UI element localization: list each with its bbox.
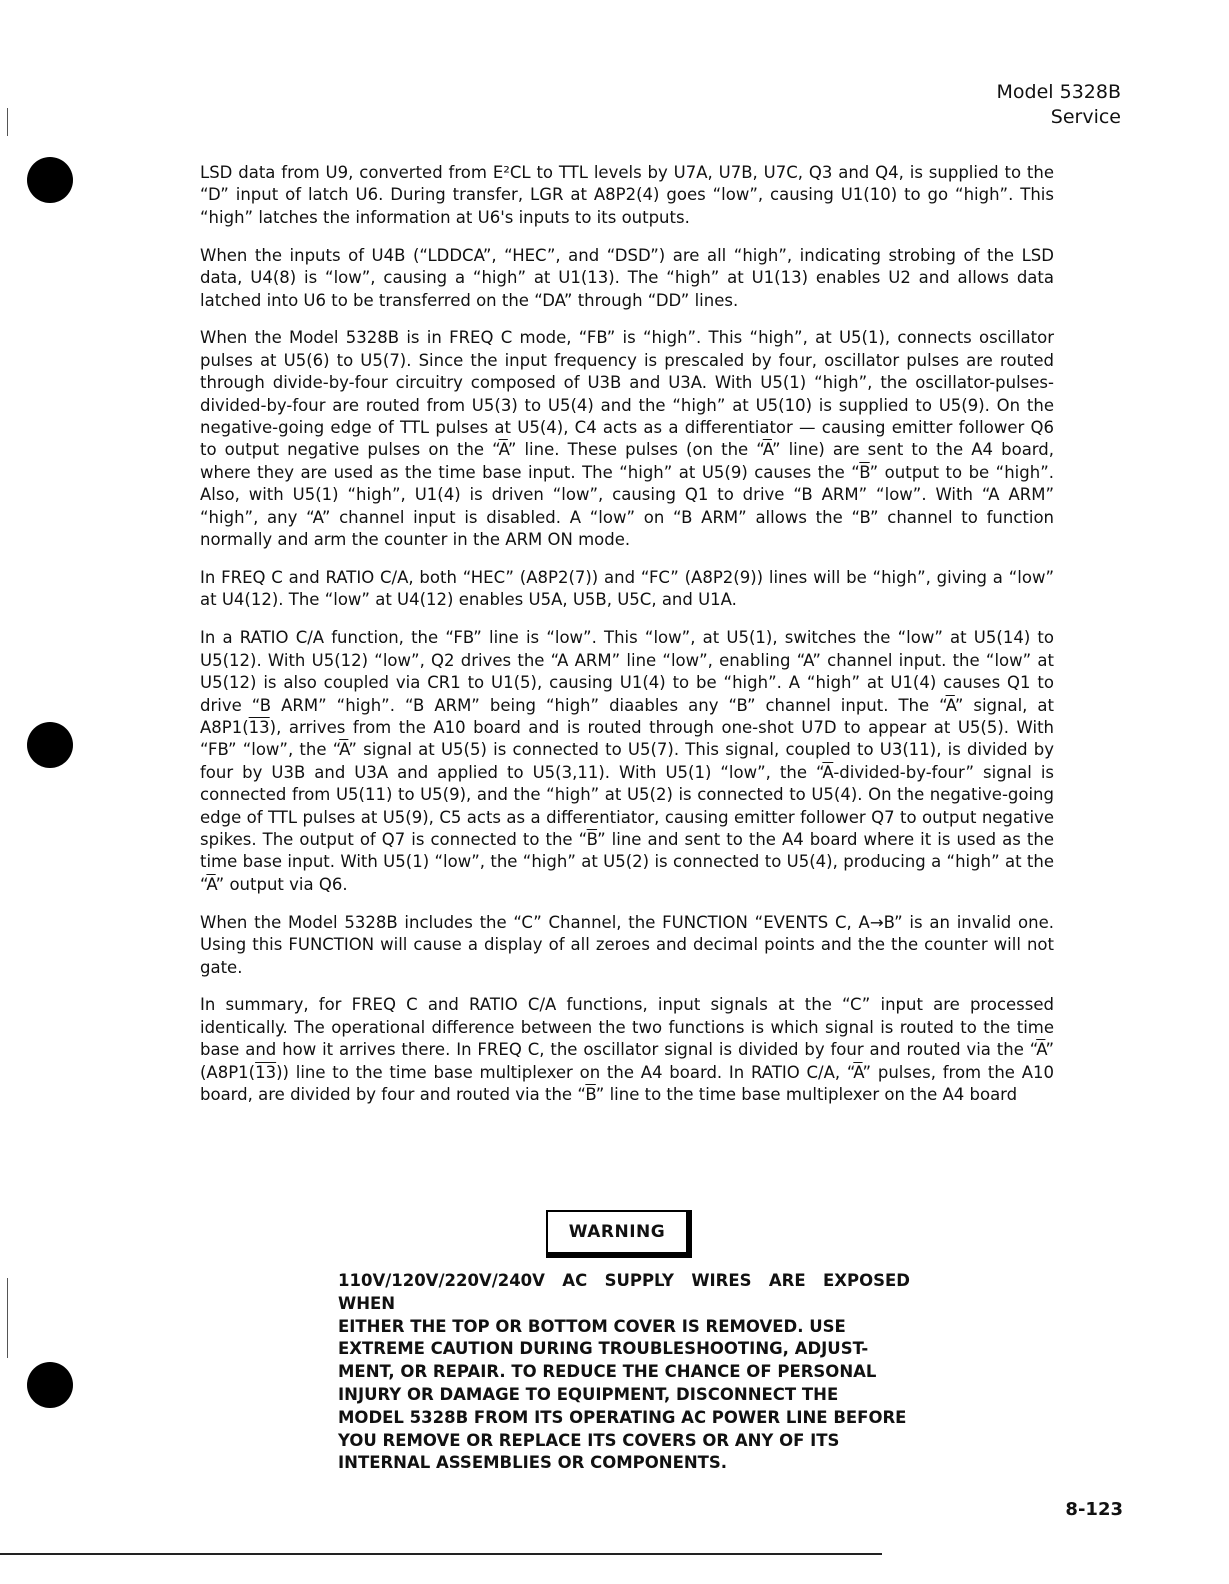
paragraph: In summary, for FREQ C and RATIO C/A functions, input signals at the “C” input are processed identically. The operational difference between the two functions is which signal is routed to the time base and how it arrives there. In FREQ C, the oscillator signal is divided by four and routed via the “$\overline{A}$” (A8P1(13)) line to the time base multiplexer on the A4 board. In RATIO C/A, “$\overline{A}$” pulses, from the A10 board, are divided by four and routed via the “$\overline{B}$” line to the time base multiplexer on the A4 board xyxy=(200,995,1054,1105)
warning-label: WARNING xyxy=(546,1210,692,1258)
page-header xyxy=(997,80,1121,130)
page-number: 8-123 xyxy=(1065,1499,1123,1520)
header-model: Model 5328B xyxy=(996,81,1121,103)
punch-hole xyxy=(27,1362,73,1408)
paragraph: LSD data from U9, converted from E²CL to TTL levels by U7A, U7B, U7C, Q3 and Q4, is supplied to the “D” input of latch U6. During transfer, LGR at A8P2(4) goes “low”, causing U1(10) to go “high”. This “high” latches the information at U6's inputs to its outputs. xyxy=(200,163,1054,227)
warning-line: MODEL 5328B FROM ITS OPERATING AC POWER LINE BEFORE xyxy=(338,1407,907,1427)
paragraph: In a RATIO C/A function, the “FB” line is “low”. This “low”, at U5(1), switches the “low” at U5(14) to U5(12). With U5(12) “low”, Q2 drives the “A ARM” line “low”, enabling “A” channel input. the “low” at U5(12) is also coupled via CR1 to U1(5), causing U1(4) to be “high”. A “high” at U1(4) causes Q1 to drive “B ARM” “high”. “B ARM” being “high” diaables any “B” channel input. The “$\overline{A}$” signal, at A8P1(13), arrives from the A10 board and is routed through one-shot U7D to appear at U5(5). With “FB” “low”, the “$\overline{A}$” signal at U5(5) is connected to U5(7). This signal, coupled to U3(11), is divided by four by U3B and U3A and applied to U5(3,11). With U5(1) “low”, the “$\overline{A}-divided-by$-four” signal is connected from U5(11) to U5(9), and the “high” at U5(2) is connected to U5(4). On the negative-going edge of TTL pulses at U5(9), C5 acts as a differentiator, causing emitter follower Q7 to output negative spikes. The output of Q7 is connected to the “$\overline{B}$” line and sent to the A4 board where it is used as the time base input. With U5(1) “low”, the “high” at U5(2) is connected to U5(4), producing a “high” at the “$\overline{A}$” output via Q6. xyxy=(200,628,1055,894)
footer-rule xyxy=(0,1553,882,1555)
warning-line: YOU REMOVE OR REPLACE ITS COVERS OR ANY OF ITS xyxy=(338,1430,840,1450)
edge-mark xyxy=(7,108,8,136)
warning-line: EITHER THE TOP OR BOTTOM COVER IS REMOVED. USE xyxy=(338,1316,846,1336)
paragraph: When the Model 5328B is in FREQ C mode, “FB” is “high”. This “high”, at U5(1), connects oscillator pulses at U5(6) to U5(7). Since the input frequency is prescaled by four, oscillator pulses are routed through divide-by-four circuitry composed of U3B and U3A. With U5(1) “high”, the oscillator-pulses-divided-by-four are routed from U5(3) to U5(4) and the “high” at U5(10) is supplied to U5(9). On the negative-going edge of TTL pulses at U5(4), C4 acts as a differentiator — causing emitter follower Q6 to output negative pulses on the “$\overline{A}$” line. These pulses (on the “$\overline{A}$” line) are sent to the A4 board, where they are used as the time base input. The “high” at U5(9) causes the “$\overline{B}$” output to be “high”. Also, with U5(1) “high”, U1(4) is driven “low”, causing Q1 to drive “B ARM” “low”. With “A ARM” “high”, any “A” channel input is disabled. A “low” on “B ARM” allows the “B” channel to function normally and arm the counter in the ARM ON mode. xyxy=(200,328,1055,550)
punch-hole xyxy=(27,722,73,768)
punch-hole xyxy=(27,157,73,203)
header-section: Service xyxy=(1050,106,1121,128)
warning-line: INTERNAL ASSEMBLIES OR COMPONENTS. xyxy=(338,1453,728,1473)
warning-text xyxy=(338,1270,910,1475)
paragraph: When the inputs of U4B (“LDDCA”, “HEC”, and “DSD”) are all “high”, indicating strobing of the LSD data, U4(8) is “low”, causing a “high” at U1(13). The “high” at U1(13) enables U2 and allows data latched into U6 to be transferred on the “DA” through “DD” lines. xyxy=(200,245,1054,310)
body-text xyxy=(200,162,1054,1122)
paragraph: In FREQ C and RATIO C/A, both “HEC” (A8P2(7)) and “FC” (A8P2(9)) lines will be “high”, giving a “low” at U4(12). The “low” at U4(12) enables U5A, U5B, U5C, and U1A. xyxy=(200,568,1054,610)
warning-line: EXTREME CAUTION DURING TROUBLESHOOTING, ADJUST- xyxy=(338,1339,869,1359)
warning-line: 110V/120V/220V/240V AC SUPPLY WIRES ARE EXPOSED WHEN xyxy=(338,1271,910,1313)
paragraph: When the Model 5328B includes the “C” Channel, the FUNCTION “EVENTS C, A→B” is an invalid one. Using this FUNCTION will cause a display of all zeroes and decimal points and the the counter will not gate. xyxy=(200,912,1054,977)
warning-line: MENT, OR REPAIR. TO REDUCE THE CHANCE OF PERSONAL xyxy=(338,1362,877,1382)
edge-mark xyxy=(7,1278,8,1358)
warning-line: INJURY OR DAMAGE TO EQUIPMENT, DISCONNECT THE xyxy=(338,1384,839,1404)
